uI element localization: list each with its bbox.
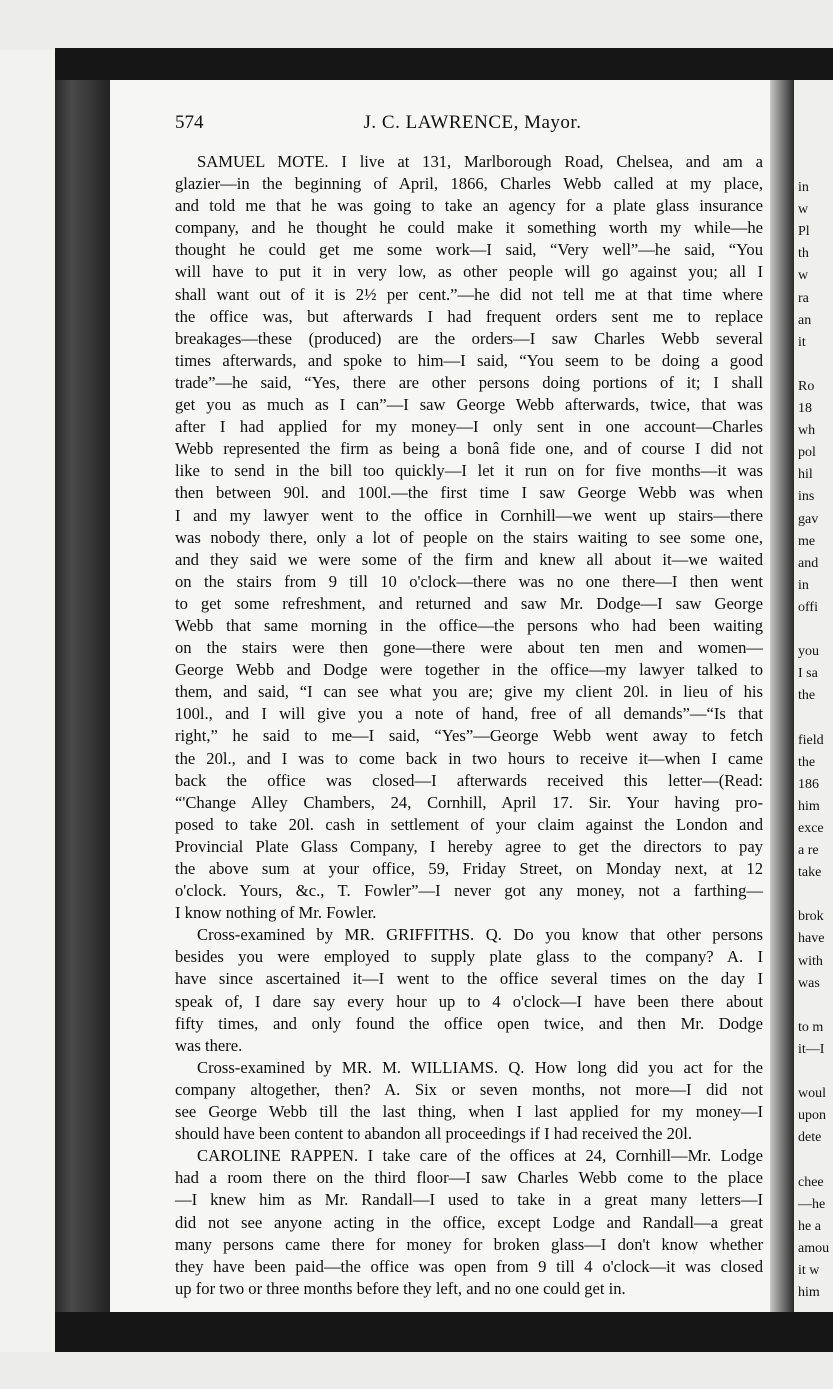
- right-page-fragment: hil: [798, 467, 813, 483]
- text-line: to get some refreshment, and returned and saw Mr. Dodge—I saw George: [175, 593, 763, 613]
- text-line: SAMUEL MOTE. I live at 131, Marlborough Road, Chelsea, and am a: [197, 152, 763, 171]
- right-page-fragment: —he: [798, 1196, 826, 1212]
- text-line: Cross-examined by MR. GRIFFITHS. Q. Do you know that other persons: [197, 925, 763, 945]
- right-page-fragment: with: [798, 953, 823, 969]
- text-line: back the office was closed—I afterwards received this letter—(Read:: [175, 770, 763, 790]
- text-line: did not see anyone acting in the office, except Lodge and Randall—a great: [175, 1212, 763, 1232]
- right-page-fragment: he a: [798, 1218, 821, 1234]
- right-page-fragment: you: [798, 644, 819, 660]
- right-page-fragment: chee: [798, 1174, 824, 1190]
- right-page-edge: [794, 80, 833, 1312]
- text-line: besides you were employed to supply plate glass to the company? A. I: [175, 947, 763, 967]
- book-edge-bottom: [55, 1312, 833, 1352]
- right-page-fragment: Ro: [798, 378, 815, 394]
- text-line: and they said we were some of the firm and knew all about it—we waited: [175, 549, 763, 569]
- right-page-fragment: ins: [798, 489, 815, 505]
- text-line: like to send in the bill too quickly—I let it run on for five months—it was: [175, 461, 763, 481]
- text-line: company altogether, then? A. Six or seven months, not more—I did not: [175, 1079, 763, 1099]
- text-line: after I had applied for my money—I only sent in one account—Charles: [175, 417, 763, 437]
- right-page-fragment: was: [798, 975, 820, 991]
- text-line: —I knew him as Mr. Randall—I used to take in a great many letters—I: [175, 1190, 763, 1210]
- text-line: the 20l., and I was to come back in two hours to receive it—when I came: [175, 748, 763, 768]
- book-spine: [55, 80, 110, 1312]
- right-page-fragment: amou: [798, 1240, 830, 1256]
- right-page-fragment: upon: [798, 1108, 826, 1124]
- right-page-fragment: th: [798, 246, 809, 262]
- right-page-fragment: the: [798, 754, 816, 770]
- text-line: thought he could get me some work—I said, “Very well”—he said, “You: [175, 240, 763, 260]
- text-line: shall want out of it is 2½ per cent.”—he did not tell me at that time where: [175, 284, 763, 304]
- text-line: get you as much as I can”—I saw George Webb afterwards, twice, that was: [175, 395, 763, 415]
- right-page-fragment: Pl: [798, 224, 810, 240]
- right-page-fragment: it: [798, 334, 806, 350]
- text-line: will have to put it in very low, as other people will go against you; all I: [175, 262, 763, 282]
- page-number: 574: [175, 112, 204, 133]
- text-line: Cross-examined by MR. M. WILLIAMS. Q. How long did you act for the: [197, 1057, 763, 1077]
- text-line: see George Webb till the last thing, when I last applied for my money—I: [175, 1102, 763, 1122]
- running-head: J. C. LAWRENCE, Mayor.: [363, 112, 582, 133]
- right-page-fragment: ra: [798, 290, 809, 306]
- text-line: speak of, I dare say every hour up to 4 o'clock—I have been there about: [175, 991, 763, 1011]
- text-line: right,” he said to me—I said, “Yes”—George Webb went away to fetch: [175, 726, 763, 746]
- text-line: CAROLINE RAPPEN. I take care of the offices at 24, Cornhill—Mr. Lodge: [197, 1146, 763, 1166]
- right-page-fragment: the: [798, 688, 816, 704]
- right-page-fragment: have: [798, 931, 825, 947]
- right-page-fragment: me: [798, 533, 816, 549]
- text-line: them, and said, “I can see what you are; give my client 20l. in lieu of his: [175, 682, 763, 702]
- right-page-fragment: wh: [798, 423, 816, 439]
- right-page-fragment: him: [798, 798, 820, 814]
- right-page-fragment: woul: [798, 1086, 826, 1102]
- right-page-fragment: w: [798, 202, 809, 218]
- text-line: have since ascertained it—I went to the office several times on the day I: [175, 969, 763, 989]
- text-line: had a room there on the third floor—I saw Charles Webb come to the place: [175, 1168, 763, 1188]
- text-line: glazier—in the beginning of April, 1866, Charles Webb called at my place,: [175, 174, 763, 194]
- right-page-fragment: a re: [798, 843, 819, 858]
- right-page-fragment: 186: [798, 776, 819, 792]
- text-line: Webb represented the firm as being a bonâ fide one, and of course I did not: [175, 439, 763, 459]
- text-line: George Webb and Dodge were together in the office—my lawyer talked to: [175, 660, 763, 680]
- right-page-fragment: take: [798, 865, 822, 881]
- book-edge-top: [55, 48, 833, 80]
- right-page-fragment: w: [798, 268, 809, 284]
- text-line: the office was, but afterwards I had frequent orders sent me to replace: [175, 306, 763, 326]
- text-line: on the stairs were then gone—there were about ten men and women—: [175, 638, 763, 658]
- text-line: company, and he thought he could make it something worth my while—he: [175, 218, 763, 238]
- right-page-fragment: and: [798, 555, 819, 571]
- text-line: I and my lawyer went to the office in Cornhill—we went up stairs—there: [175, 505, 763, 525]
- text-line: trade”—he said, “Yes, there are other persons doing portions of it; I shall: [175, 372, 763, 392]
- right-page-fragment: brok: [798, 909, 824, 925]
- text-line: I know nothing of Mr. Fowler.: [175, 903, 377, 923]
- text-line: the above sum at your office, 59, Friday Street, on Monday next, at 12: [175, 859, 763, 878]
- page-gutter: [770, 80, 794, 1312]
- text-line: many persons came there for money for broken glass—I don't know whether: [175, 1234, 763, 1254]
- right-page-fragment: I sa: [798, 666, 818, 682]
- text-line: posed to take 20l. cash in settlement of your claim against the London and: [175, 814, 763, 834]
- right-page-fragment: it w: [798, 1262, 820, 1278]
- text-line: 100l., and I will give you a note of hand, free of all demands”—“Is that: [175, 704, 763, 724]
- right-page-fragment: exce: [798, 820, 824, 836]
- text-line: they have been paid—the office was open from 9 till 4 o'clock—it was closed: [175, 1256, 763, 1276]
- text-line: was nobody there, only a lot of people on the stairs waiting to see some one,: [175, 527, 763, 547]
- right-page-fragment: it—I: [798, 1041, 825, 1057]
- bottom-margin: [0, 1352, 833, 1389]
- top-margin: [0, 0, 833, 50]
- right-page-fragment: him: [798, 1285, 820, 1300]
- text-line: then between 90l. and 100l.—the first time I saw George Webb was when: [175, 483, 763, 503]
- right-page-fragment: 18: [798, 401, 812, 416]
- text-line: and told me that he was going to take an agency for a plate glass insurance: [175, 196, 763, 216]
- right-page-fragment: an: [798, 312, 812, 328]
- text-line: breakages—these (produced) are the orders—I saw Charles Webb several: [175, 328, 763, 348]
- right-page-fragment: gav: [798, 511, 819, 527]
- right-page-fragment: offi: [798, 599, 818, 615]
- text-line: fifty times, and only found the office open twice, and then Mr. Dodge: [175, 1013, 763, 1033]
- right-page-fragment: field: [798, 732, 824, 748]
- right-page-fragment: dete: [798, 1130, 822, 1146]
- text-line: times afterwards, and spoke to him—I said, “You seem to be doing a good: [175, 350, 763, 370]
- right-page-fragment: to m: [798, 1019, 824, 1035]
- right-page-fragment: in: [798, 180, 809, 195]
- page-header: [175, 112, 770, 138]
- text-line: on the stairs from 9 till 10 o'clock—there was no one there—I then went: [175, 571, 763, 591]
- page-body-text: [175, 151, 763, 1300]
- text-line: “'Change Alley Chambers, 24, Cornhill, April 17. Sir. Your having pro-: [175, 792, 763, 812]
- text-line: was there.: [175, 1035, 243, 1055]
- text-line: Webb that same morning in the office—the persons who had been waiting: [175, 615, 763, 635]
- text-line: Provincial Plate Glass Company, I hereby agree to get the directors to pay: [175, 836, 763, 856]
- text-line: should have been content to abandon all proceedings if I had received the 20l.: [175, 1124, 692, 1144]
- text-line: o'clock. Yours, &c., T. Fowler”—I never got any money, not a farthing—: [175, 881, 763, 901]
- right-page-fragment: pol: [798, 445, 816, 461]
- text-line: up for two or three months before they left, and no one could get in.: [175, 1278, 626, 1298]
- right-page-fragment: in: [798, 577, 809, 593]
